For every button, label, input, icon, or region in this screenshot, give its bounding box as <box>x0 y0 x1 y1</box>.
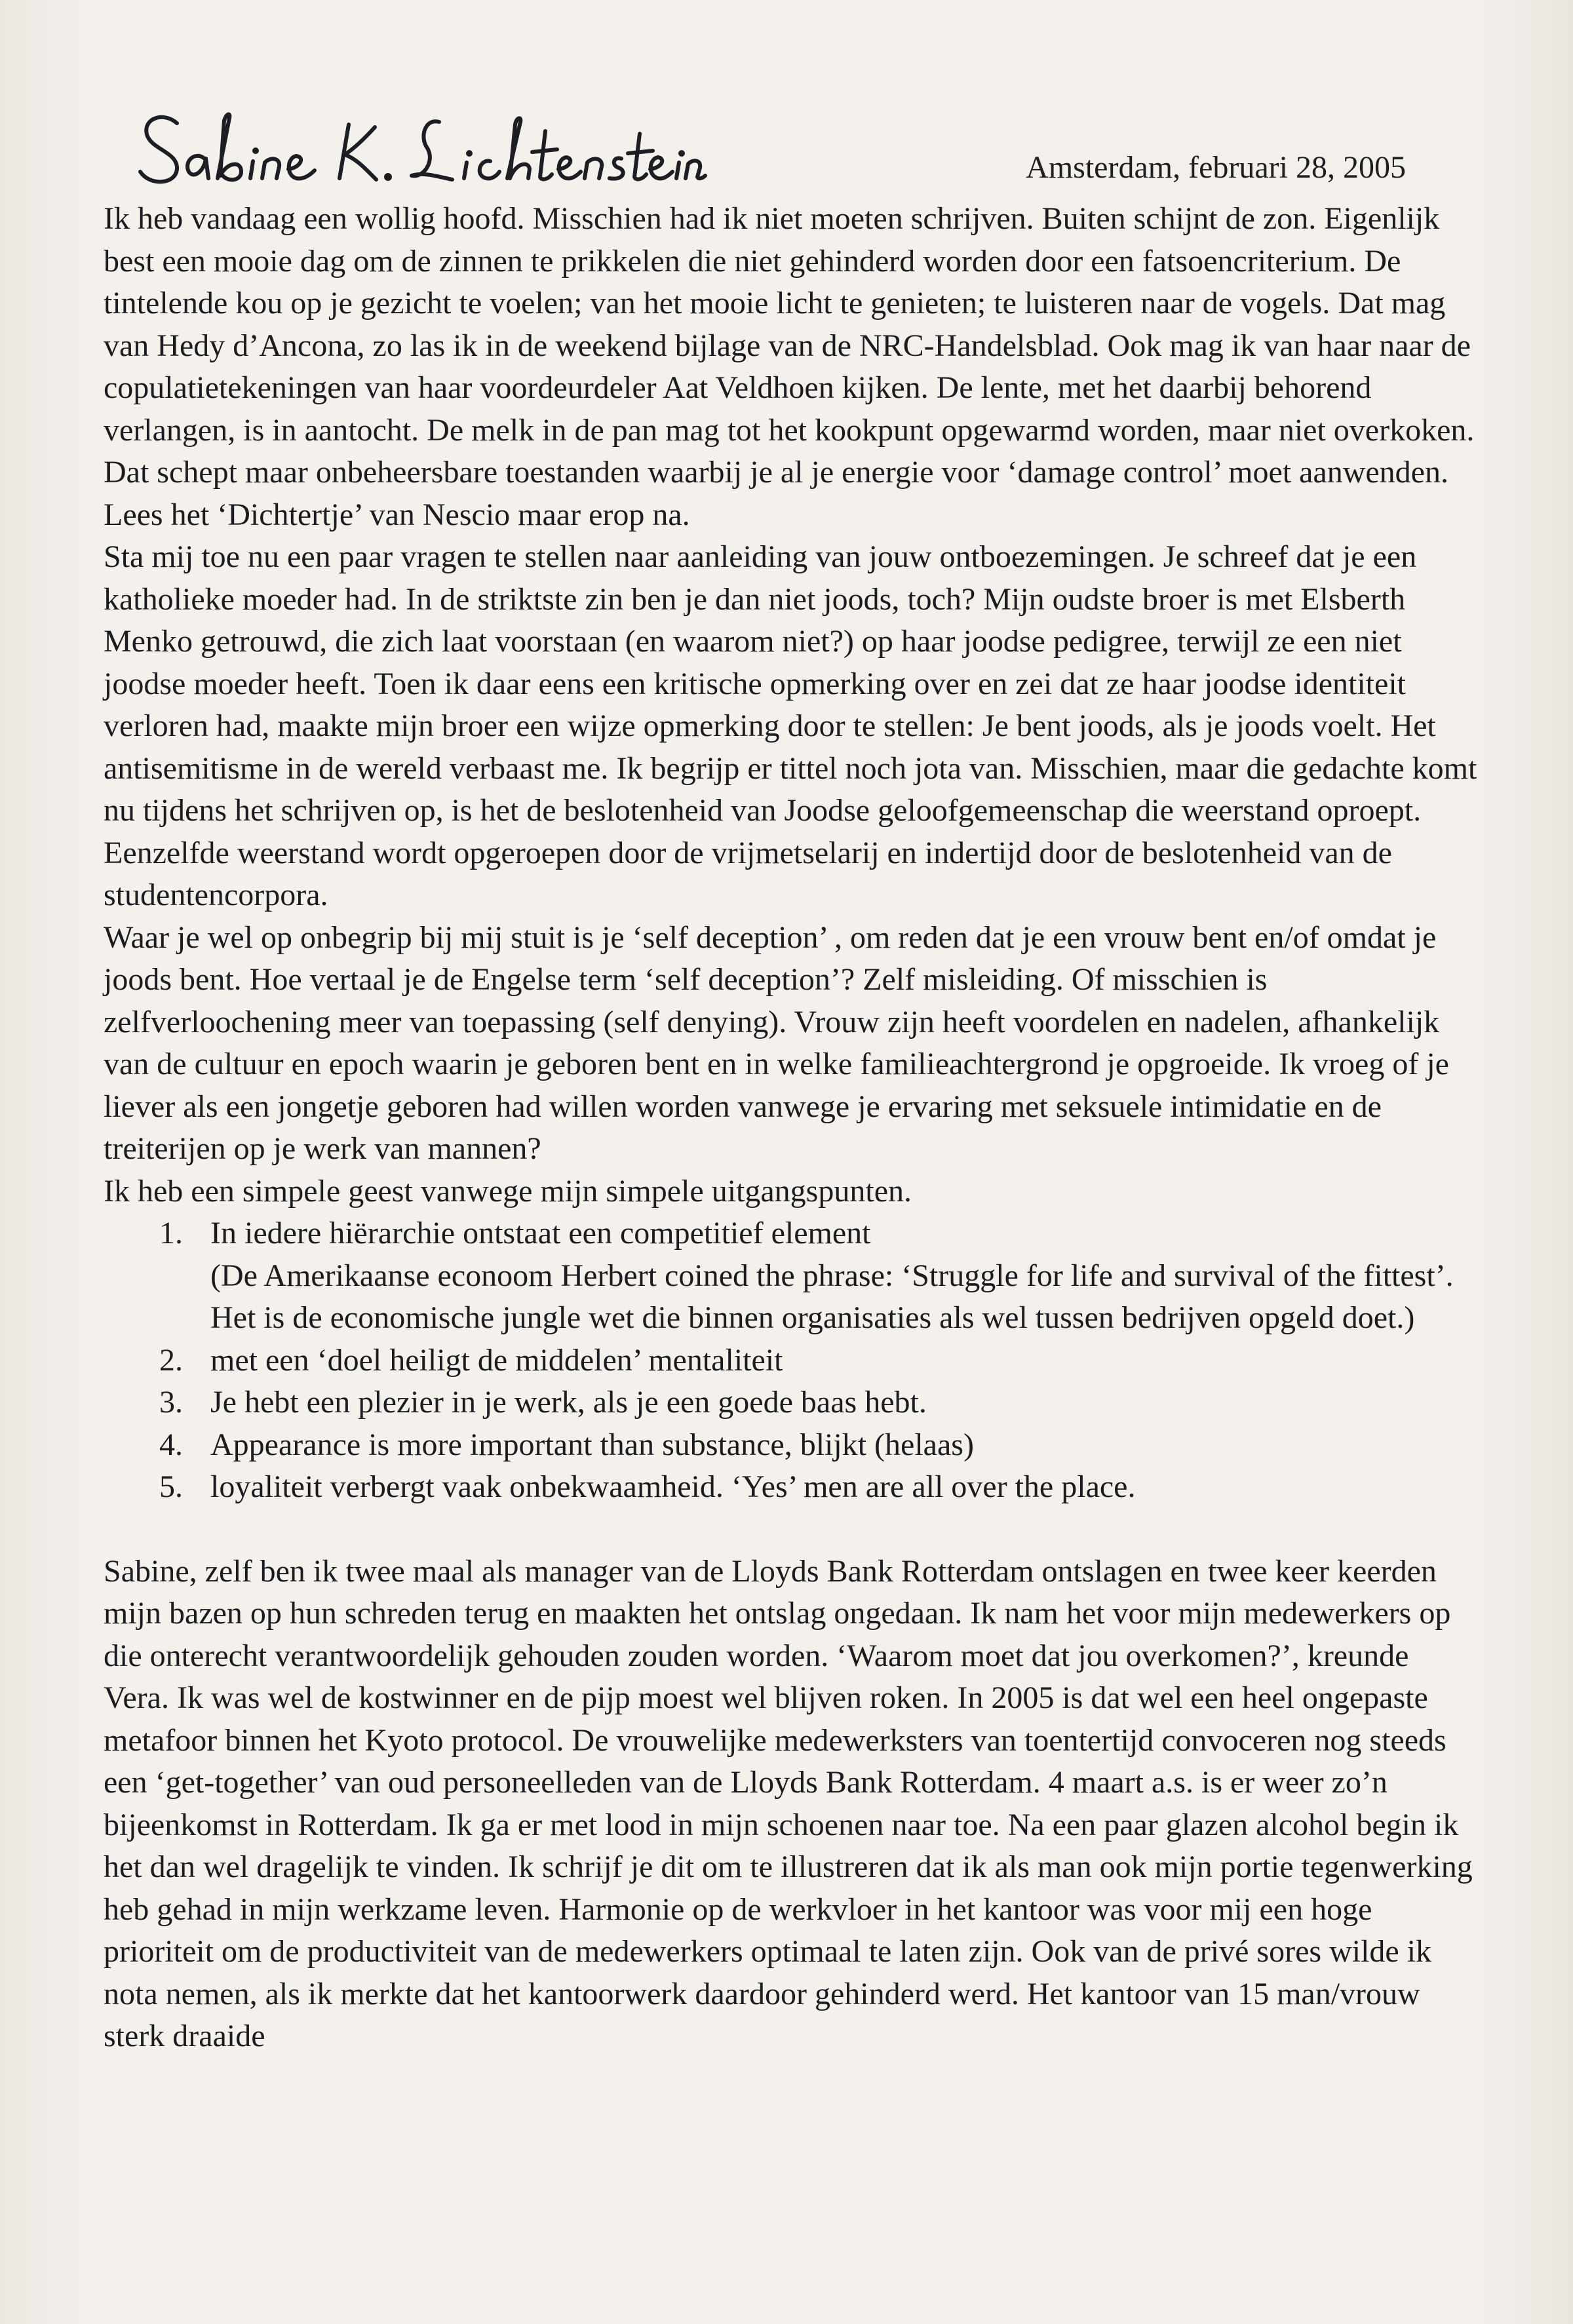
paragraph-list-intro: Ik heb een simpele geest vanwege mijn simpele uitgangspunten. <box>104 1173 912 1209</box>
list-item-subtext: (De Amerikaanse econoom Herbert coined the phrase: ‘Struggle for life and survival of the fittest’. Het is de economische jungle wet die binnen organisaties als wel tussen bedrijven opgeld doet.) <box>210 1258 1454 1335</box>
list-item-number: 5. <box>159 1469 183 1504</box>
paragraph-lloyds: Sabine, zelf ben ik twee maal als manager van de Lloyds Bank Rotterdam ontslagen en twee keer keerden mijn bazen op hun schreden terug en maakten het ontslag ongedaan. Ik nam het voor mijn medewerkers op die onterecht verantwoordelijk gehouden zouden worden. ‘Waarom moet dat jou overkomen?’, kreunde Vera. Ik was wel de kostwinner en de pijp moest wel blijven roken. In 2005 is dat wel een heel ongepaste metafoor binnen het Kyoto protocol. De vrouwelijke medewerksters van toentertijd convoceren nog steeds een ‘get-together’ van oud personeelleden van de Lloyds Bank Rotterdam. 4 maart a.s. is er weer zo’n bijeenkomst in Rotterdam. Ik ga er met lood in mijn schoenen naar toe. Na een paar glazen alcohol begin ik het dan wel dragelijk te vinden. Ik schrijf je dit om te illustreren dat ik als man ook mijn portie tegenwerking heb gehad in mijn werkzame leven. Harmonie op de werkvloer in het kantoor was voor mij een hoge prioriteit om de productiviteit van de medewerkers optimaal te laten zijn. Ook van de privé sores wilde ik nota nemen, als ik merkte dat het kantoorwerk daardoor gehinderd werd. Het kantoor van 15 man/vrouw sterk draaide <box>104 1553 1473 2053</box>
list-item <box>104 1212 1480 1340</box>
list-item-text: Appearance is more important than substance, blijkt (helaas) <box>210 1427 974 1462</box>
letter-date: Amsterdam, februari 28, 2005 <box>1026 150 1406 185</box>
paragraph-questions: Sta mij toe nu een paar vragen te stellen naar aanleiding van jouw ontboezemingen. Je schreef dat je een katholieke moeder had. In de striktste zin ben je dan niet joods, toch? Mijn oudste broer is met Elsberth Menko getrouwd, die zich laat voorstaan (en waarom niet?) op haar joodse pedigree, terwijl ze een niet joodse moeder heeft. Toen ik daar eens een kritische opmerking over en zei dat ze haar joodse identiteit verloren had, maakte mijn broer een wijze opmerking door te stellen: Je bent joods, als je joods voelt. Het antisemitisme in de wereld verbaast me. Ik begrijp er tittel noch jota van. Misschien, maar die gedachte komt nu tijdens het schrijven op, is het de beslotenheid van Joodse geloofgemeenschap die weerstand oproept. Eenzelfde weerstand wordt opgeroepen door de vrijmetselarij en indertijd door de beslotenheid van de studentencorpora. <box>104 539 1477 912</box>
list-item <box>104 1424 1480 1467</box>
list-item <box>104 1466 1480 1509</box>
list-item-number: 2. <box>159 1342 183 1378</box>
list-item-text: met een ‘doel heiligt de middelen’ mentaliteit <box>210 1342 783 1378</box>
handwritten-signature <box>131 98 708 197</box>
list-item-number: 1. <box>159 1216 183 1250</box>
list-item-text: In iedere hiërarchie ontstaat een competitief element <box>210 1216 871 1250</box>
list-item <box>104 1382 1480 1424</box>
list-item-number: 4. <box>159 1427 183 1462</box>
paragraph-opening: Ik heb vandaag een wollig hoofd. Misschien had ik niet moeten schrijven. Buiten schijnt de zon. Eigenlijk best een mooie dag om de zinnen te prikkelen die niet gehinderd worden door een fatsoencriterium. De tintelende kou op je gezicht te voelen; van het mooie licht te genieten; te luisteren naar de vogels. Dat mag van Hedy d’Ancona, zo las ik in de weekend bijlage van de NRC-Handelsblad. Ook mag ik van haar naar de copulatietekeningen van haar voordeurdeler Aat Veldhoen kijken. De lente, met het daarbij behorend verlangen, is in aantocht. De melk in de pan mag tot het kookpunt opgewarmd worden, maar niet overkoken. Dat schept maar onbeheersbare toestanden waarbij je al je energie voor ‘damage control’ moet aanwenden. Lees het ‘Dichtertje’ van Nescio maar erop na. <box>104 201 1475 532</box>
list-item-number: 3. <box>159 1385 183 1420</box>
list-item <box>104 1340 1480 1382</box>
paragraph-self-deception: Waar je wel op onbegrip bij mij stuit is je ‘self deception’ , om reden dat je een vrouw bent en/of omdat je joods bent. Hoe vertaal je de Engelse term ‘self deception’? Zelf misleiding. Of misschien is zelfverloochening meer van toepassing (self denying). Vrouw zijn heeft voordelen en nadelen, afhankelijk van de cultuur en epoch waarin je geboren bent en in welke familieachtergrond je opgroeide. Ik vroeg of je liever als een jongetje geboren had willen worden vanwege je ervaring met seksuele intimidatie en de treiterijen op je werk van mannen? <box>104 920 1449 1166</box>
list-item-text: Je hebt een plezier in je werk, als je een goede baas hebt. <box>210 1385 927 1420</box>
paragraph-spacer <box>104 1509 1480 1551</box>
list-item-text: loyaliteit verbergt vaak onbekwaamheid. ‘Yes’ men are all over the place. <box>210 1469 1136 1504</box>
letter-body <box>104 198 1480 2058</box>
principles-list <box>104 1212 1480 1509</box>
